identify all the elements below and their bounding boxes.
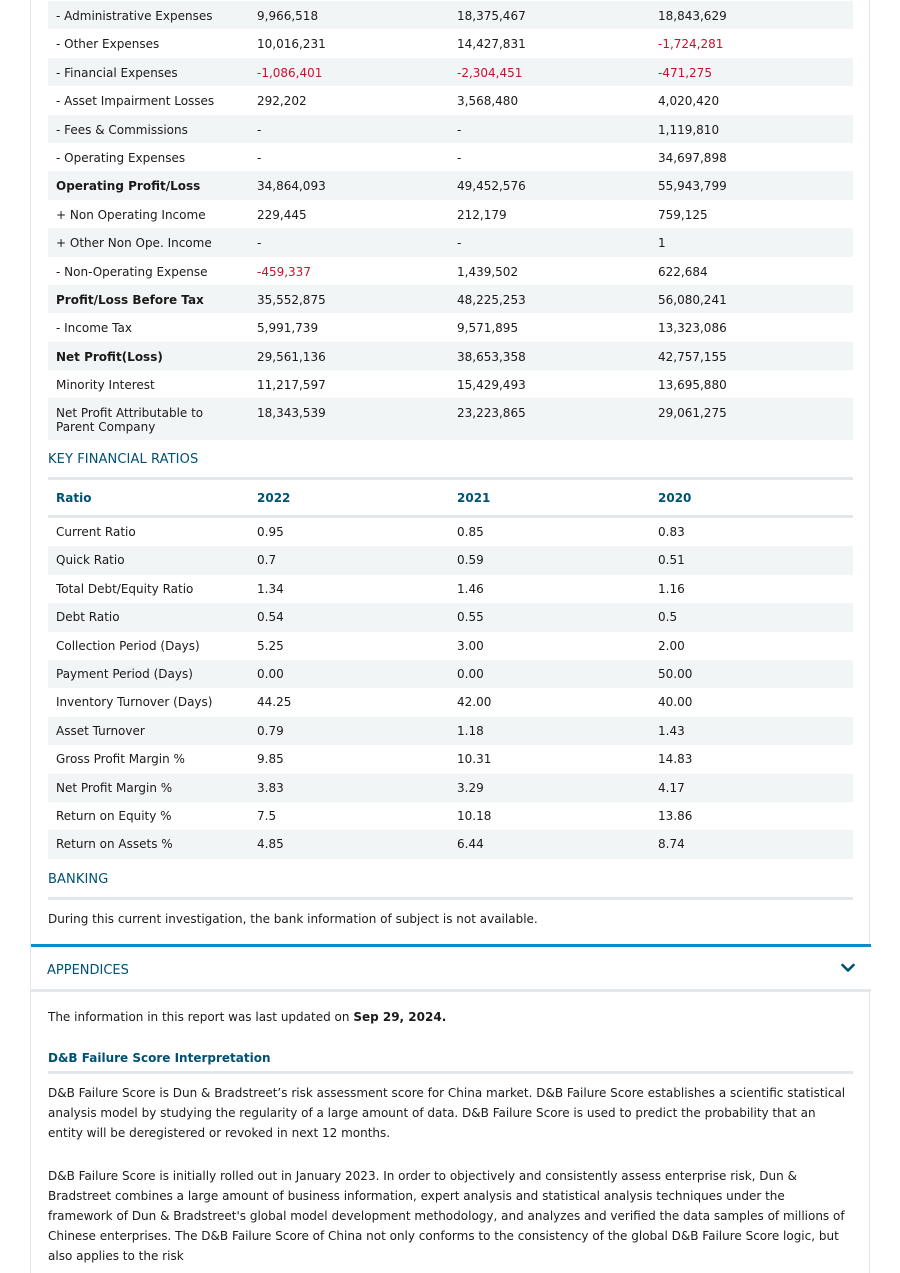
table-row xyxy=(48,115,853,143)
value-2020: 4.17 xyxy=(658,780,685,795)
value-2022: 5,991,739 xyxy=(257,321,319,336)
ratios-section xyxy=(48,452,853,859)
value-2022: 5.25 xyxy=(257,638,284,653)
table-row xyxy=(48,257,853,285)
failure-score-subhead: D&B Failure Score Interpretation xyxy=(48,1051,271,1065)
chevron-down-icon[interactable] xyxy=(841,962,855,974)
failure-score-para-1: D&B Failure Score is Dun & Bradstreet’s risk assessment score for China market. D&B Failure Score establishes a scientific statistical analysis model by studying the regularity of a large amount of data. D&B Failure Score is used to predict the probability that an entity will be deregistered or revoked in next 12 months. xyxy=(48,1086,846,1140)
row-label: - Operating Expenses xyxy=(56,150,186,165)
value-2022: 29,561,136 xyxy=(257,349,326,364)
table-row xyxy=(48,398,853,440)
table-row xyxy=(48,370,853,398)
table-row xyxy=(48,313,853,341)
banking-section xyxy=(48,872,853,929)
row-label: Net Profit Attributable to Parent Company xyxy=(56,406,204,435)
last-updated-date: Sep 29, 2024. xyxy=(353,1010,447,1024)
value-2020: 14.83 xyxy=(658,752,693,767)
value-2021: 49,452,576 xyxy=(457,179,526,194)
ratio-label: Debt Ratio xyxy=(56,610,120,625)
ratio-label: Net Profit Margin % xyxy=(56,780,173,795)
value-2021: 38,653,358 xyxy=(457,349,526,364)
value-2020: 13,695,880 xyxy=(658,378,727,393)
table-row xyxy=(48,86,853,114)
value-2020: 1 xyxy=(658,236,666,251)
value-2020: 2.00 xyxy=(658,638,685,653)
row-label: Profit/Loss Before Tax xyxy=(56,292,204,307)
table-row xyxy=(48,546,853,574)
value-2022: 1.34 xyxy=(257,581,284,596)
table-row xyxy=(48,660,853,688)
value-2022: 0.95 xyxy=(257,525,284,539)
value-2020: 50.00 xyxy=(658,666,693,681)
value-2020: 29,061,275 xyxy=(658,406,727,421)
value-2020: 4,020,420 xyxy=(658,94,720,109)
table-row xyxy=(48,830,853,858)
ratio-label: Current Ratio xyxy=(56,525,136,539)
table-row xyxy=(48,285,853,313)
value-2021: 0.55 xyxy=(457,610,484,625)
banking-title: BANKING xyxy=(48,872,109,887)
table-row xyxy=(48,745,853,773)
value-2021: 48,225,253 xyxy=(457,292,526,307)
value-2022: 0.00 xyxy=(257,666,284,681)
table-row xyxy=(48,29,853,57)
value-2021: 3.29 xyxy=(457,780,484,795)
value-2022: -459,337 xyxy=(257,264,311,279)
table-row xyxy=(48,518,853,546)
ratios-title: KEY FINANCIAL RATIOS xyxy=(48,452,199,467)
value-2022: - xyxy=(257,122,262,137)
ratio-label: Payment Period (Days) xyxy=(56,666,193,681)
appendices-header[interactable] xyxy=(31,944,871,992)
value-2021: 1.46 xyxy=(457,581,484,596)
value-2021: 1,439,502 xyxy=(457,264,519,279)
value-2022: 34,864,093 xyxy=(257,179,326,194)
income-statement-table xyxy=(48,1,853,440)
value-2022: 229,445 xyxy=(257,207,307,222)
value-2022: -1,086,401 xyxy=(257,65,323,80)
value-2021: 10.31 xyxy=(457,752,492,767)
ratio-label: Inventory Turnover (Days) xyxy=(56,695,213,710)
value-2022: 7.5 xyxy=(257,808,277,823)
value-2020: -471,275 xyxy=(658,65,712,80)
table-row xyxy=(48,342,853,370)
row-label: - Other Expenses xyxy=(56,37,160,52)
year-header-2020: 2020 xyxy=(658,490,692,505)
value-2021: - xyxy=(457,236,462,251)
value-2021: 3.00 xyxy=(457,638,484,653)
value-2020: 0.51 xyxy=(658,553,685,568)
value-2022: 292,202 xyxy=(257,94,307,109)
value-2020: 0.83 xyxy=(658,525,685,539)
row-label: Minority Interest xyxy=(56,378,155,393)
value-2020: 622,684 xyxy=(658,264,708,279)
table-row xyxy=(48,228,853,256)
section-divider xyxy=(48,897,853,900)
value-2021: 0.59 xyxy=(457,553,484,568)
row-label: Net Profit(Loss) xyxy=(56,349,163,364)
value-2021: 0.00 xyxy=(457,666,484,681)
value-2022: 18,343,539 xyxy=(257,406,326,421)
section-divider xyxy=(48,1071,853,1074)
table-row xyxy=(48,717,853,745)
row-label: - Income Tax xyxy=(56,321,132,336)
table-row xyxy=(48,1,853,29)
table-row xyxy=(48,688,853,716)
ratio-label: Gross Profit Margin % xyxy=(56,752,185,767)
value-2022: 0.54 xyxy=(257,610,284,625)
value-2022: 11,217,597 xyxy=(257,378,326,393)
value-2020: 13.86 xyxy=(658,808,693,823)
value-2022: 3.83 xyxy=(257,780,284,795)
ratios-header-row xyxy=(48,480,853,518)
value-2021: - xyxy=(457,122,462,137)
table-row xyxy=(48,802,853,830)
value-2020: 759,125 xyxy=(658,207,708,222)
value-2020: 18,843,629 xyxy=(658,9,727,23)
value-2022: 0.7 xyxy=(257,553,277,568)
row-label: - Asset Impairment Losses xyxy=(56,94,215,109)
value-2021: 42.00 xyxy=(457,695,492,710)
table-row xyxy=(48,143,853,171)
value-2021: 6.44 xyxy=(457,837,484,852)
value-2020: 1.43 xyxy=(658,723,685,738)
appendices-title: APPENDICES xyxy=(47,963,129,978)
value-2021: 15,429,493 xyxy=(457,378,526,393)
value-2022: 0.79 xyxy=(257,723,284,738)
value-2022: - xyxy=(257,150,262,165)
value-2021: 212,179 xyxy=(457,207,507,222)
row-label: + Non Operating Income xyxy=(56,207,206,222)
ratio-header: Ratio xyxy=(56,490,92,505)
value-2020: -1,724,281 xyxy=(658,37,724,52)
year-header-2022: 2022 xyxy=(257,490,291,505)
value-2020: 13,323,086 xyxy=(658,321,727,336)
value-2021: 0.85 xyxy=(457,525,484,539)
table-row xyxy=(48,200,853,228)
appendices-body xyxy=(48,1007,853,1266)
ratio-label: Asset Turnover xyxy=(56,723,145,738)
value-2020: 0.5 xyxy=(658,610,678,625)
value-2021: 18,375,467 xyxy=(457,9,526,23)
table-row xyxy=(48,575,853,603)
value-2020: 56,080,241 xyxy=(658,292,727,307)
value-2021: -2,304,451 xyxy=(457,65,523,80)
failure-score-para-2: D&B Failure Score is initially rolled out in January 2023. In order to objectively and consistently assess enterprise risk, Dun & Bradstreet combines a large amount of business information, expert analysis and statistical analysis techniques under the framework of Dun & Bradstreet's global model development methodology, and analyzes and verified the data samples of millions of Chinese enterprises. The D&B Failure Score of China not only conforms to the consistency of the global D&B Failure Score logic, but also applies to the risk xyxy=(48,1169,845,1263)
value-2022: 9.85 xyxy=(257,752,284,767)
value-2020: 8.74 xyxy=(658,837,685,852)
table-row xyxy=(48,171,853,199)
value-2020: 34,697,898 xyxy=(658,150,727,165)
row-label: Operating Profit/Loss xyxy=(56,179,201,194)
value-2021: - xyxy=(457,150,462,165)
ratio-label: Collection Period (Days) xyxy=(56,638,200,653)
ratio-label: Return on Equity % xyxy=(56,808,172,823)
value-2022: 35,552,875 xyxy=(257,292,326,307)
ratio-label: Return on Assets % xyxy=(56,837,173,852)
row-label: - Fees & Commissions xyxy=(56,122,188,137)
banking-text: During this current investigation, the bank information of subject is not available. xyxy=(48,912,538,926)
value-2020: 42,757,155 xyxy=(658,349,727,364)
value-2020: 1,119,810 xyxy=(658,122,720,137)
value-2021: 9,571,895 xyxy=(457,321,519,336)
row-label: - Administrative Expenses xyxy=(56,9,213,23)
value-2022: 10,016,231 xyxy=(257,37,326,52)
last-updated-prefix: The information in this report was last updated on xyxy=(48,1010,354,1024)
ratio-label: Total Debt/Equity Ratio xyxy=(56,581,194,596)
value-2022: 44.25 xyxy=(257,695,292,710)
last-updated-line xyxy=(48,1007,853,1027)
year-header-2021: 2021 xyxy=(457,490,491,505)
row-label: - Financial Expenses xyxy=(56,65,178,80)
row-label: + Other Non Ope. Income xyxy=(56,236,212,251)
value-2020: 55,943,799 xyxy=(658,179,727,194)
report-page xyxy=(30,0,870,1273)
value-2021: 10.18 xyxy=(457,808,492,823)
table-row xyxy=(48,774,853,802)
value-2021: 1.18 xyxy=(457,723,484,738)
table-row xyxy=(48,58,853,86)
value-2022: 4.85 xyxy=(257,837,284,852)
ratio-label: Quick Ratio xyxy=(56,553,125,568)
ratios-table xyxy=(48,518,853,859)
value-2021: 14,427,831 xyxy=(457,37,526,52)
table-row xyxy=(48,632,853,660)
value-2021: 3,568,480 xyxy=(457,94,519,109)
value-2021: 23,223,865 xyxy=(457,406,526,421)
value-2022: 9,966,518 xyxy=(257,9,319,23)
value-2020: 1.16 xyxy=(658,581,685,596)
value-2020: 40.00 xyxy=(658,695,693,710)
table-row xyxy=(48,603,853,631)
value-2022: - xyxy=(257,236,262,251)
row-label: - Non-Operating Expense xyxy=(56,264,208,279)
